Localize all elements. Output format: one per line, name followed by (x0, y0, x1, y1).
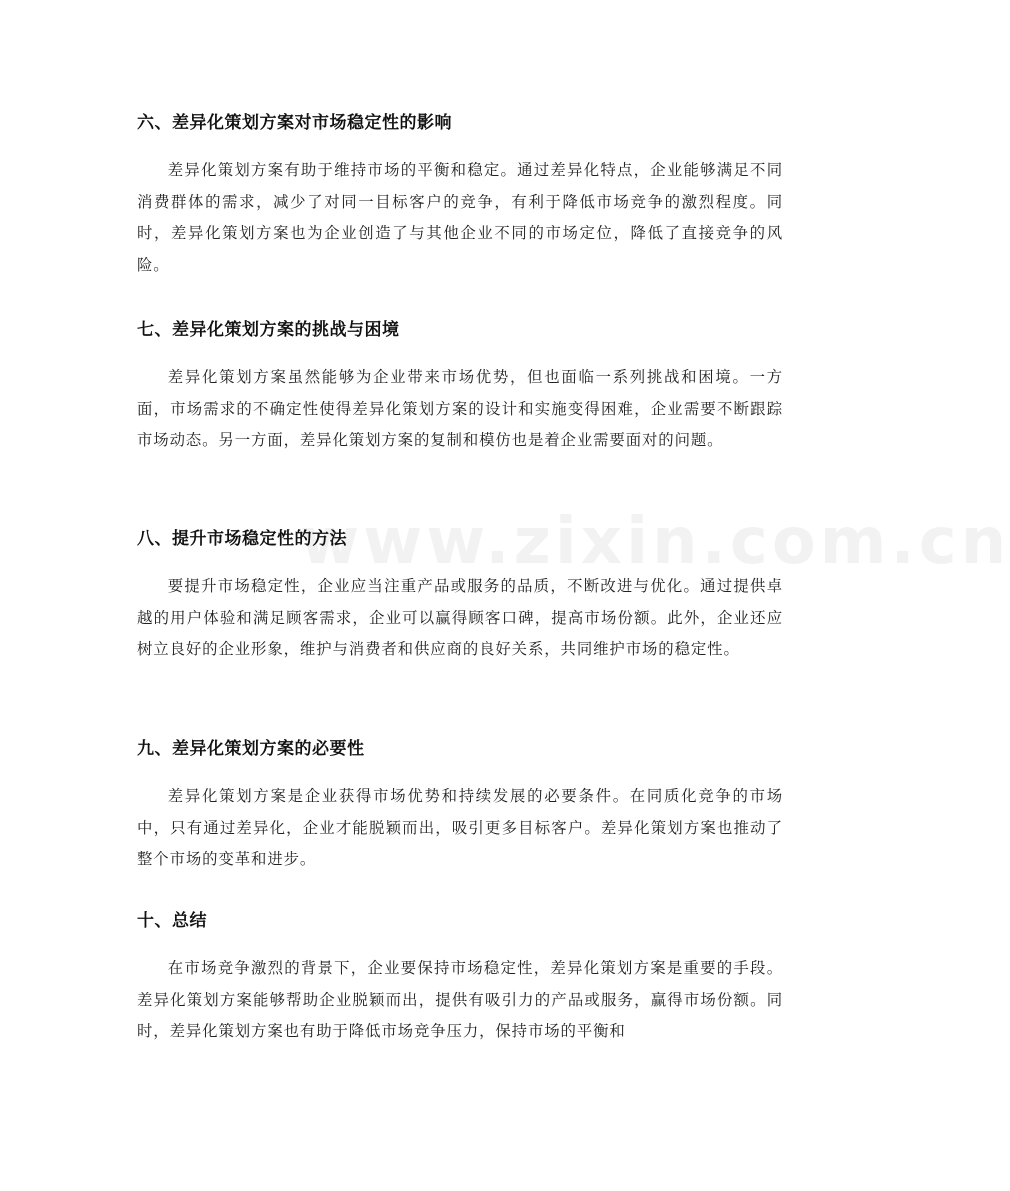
section-9 (137, 737, 783, 876)
section-8 (137, 527, 783, 666)
section-paragraph: 差异化策划方案是企业获得市场优势和持续发展的必要条件。在同质化竞争的市场中，只有通过差异化，企业才能脱颖而出，吸引更多目标客户。差异化策划方案也推动了整个市场的变革和进步。 (137, 787, 783, 869)
section-paragraph: 在市场竞争激烈的背景下，企业要保持市场稳定性，差异化策划方案是重要的手段。差异化策划方案能够帮助企业脱颖而出，提供有吸引力的产品或服务，赢得市场份额。同时，差异化策划方案也有助于降低市场竞争压力，保持市场的平衡和 (137, 959, 783, 1041)
section-paragraph: 差异化策划方案有助于维持市场的平衡和稳定。通过差异化特点，企业能够满足不同消费群体的需求，减少了对同一目标客户的竞争，有利于降低市场竞争的激烈程度。同时，差异化策划方案也为企业创造了与其他企业不同的市场定位，降低了直接竞争的风险。 (137, 161, 783, 274)
section-heading: 八、提升市场稳定性的方法 (137, 529, 347, 549)
section-paragraph: 差异化策划方案虽然能够为企业带来市场优势，但也面临一系列挑战和困境。一方面，市场需求的不确定性使得差异化策划方案的设计和实施变得困难，企业需要不断跟踪市场动态。另一方面，差异化策划方案的复制和模仿也是着企业需要面对的问题。 (137, 368, 783, 450)
watermark: www.zixin.com.cn (300, 505, 1010, 579)
section-7 (137, 318, 783, 457)
section-paragraph: 要提升市场稳定性，企业应当注重产品或服务的品质，不断改进与优化。通过提供卓越的用户体验和满足顾客需求，企业可以赢得顾客口碑，提高市场份额。此外，企业还应树立良好的企业形象，维护与消费者和供应商的良好关系，共同维护市场的稳定性。 (137, 577, 783, 659)
section-heading: 十、总结 (137, 911, 207, 931)
section-heading: 六、差异化策划方案对市场稳定性的影响 (137, 113, 452, 133)
section-10 (137, 909, 783, 1048)
section-heading: 九、差异化策划方案的必要性 (137, 739, 365, 759)
section-heading: 七、差异化策划方案的挑战与困境 (137, 320, 400, 340)
section-6 (137, 111, 783, 281)
